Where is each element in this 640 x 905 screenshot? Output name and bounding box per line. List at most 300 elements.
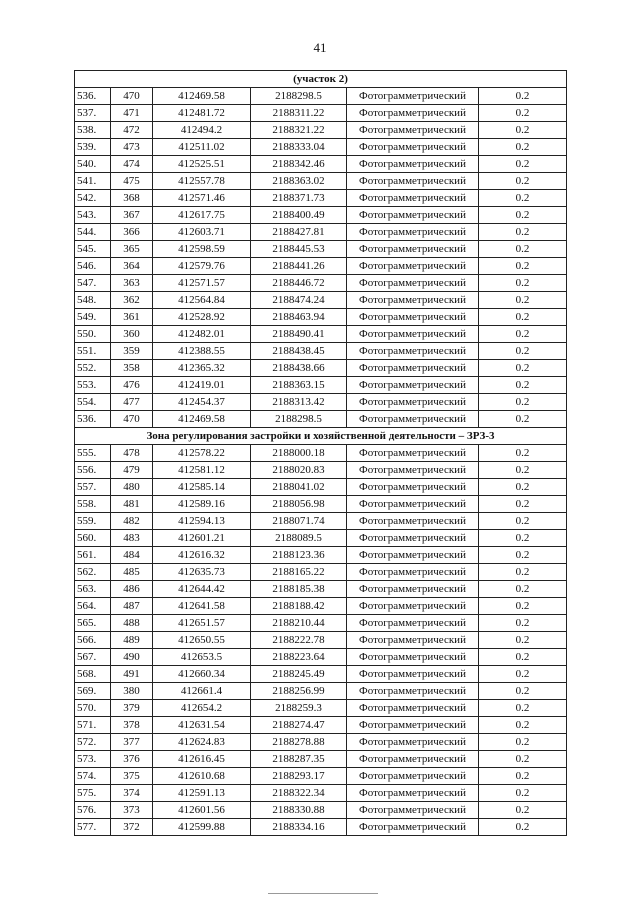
method-cell: Фотограмметрический bbox=[347, 377, 479, 394]
method-cell: Фотограмметрический bbox=[347, 581, 479, 598]
accuracy-cell: 0.2 bbox=[479, 462, 567, 479]
x-coordinate-cell: 412528.92 bbox=[153, 309, 251, 326]
accuracy-cell: 0.2 bbox=[479, 326, 567, 343]
point-number-cell: 366 bbox=[111, 224, 153, 241]
accuracy-cell: 0.2 bbox=[479, 666, 567, 683]
method-cell: Фотограмметрический bbox=[347, 105, 479, 122]
x-coordinate-cell: 412616.32 bbox=[153, 547, 251, 564]
row-number-cell: 557. bbox=[75, 479, 111, 496]
x-coordinate-cell: 412644.42 bbox=[153, 581, 251, 598]
method-cell: Фотограмметрический bbox=[347, 632, 479, 649]
table-row bbox=[75, 683, 567, 700]
table-row bbox=[75, 598, 567, 615]
x-coordinate-cell: 412601.56 bbox=[153, 802, 251, 819]
accuracy-cell: 0.2 bbox=[479, 615, 567, 632]
point-number-cell: 368 bbox=[111, 190, 153, 207]
y-coordinate-cell: 2188089.5 bbox=[251, 530, 347, 547]
method-cell: Фотограмметрический bbox=[347, 241, 479, 258]
row-number-cell: 552. bbox=[75, 360, 111, 377]
y-coordinate-cell: 2188259.3 bbox=[251, 700, 347, 717]
point-number-cell: 361 bbox=[111, 309, 153, 326]
y-coordinate-cell: 2188041.02 bbox=[251, 479, 347, 496]
accuracy-cell: 0.2 bbox=[479, 88, 567, 105]
table-row bbox=[75, 224, 567, 241]
row-number-cell: 547. bbox=[75, 275, 111, 292]
x-coordinate-cell: 412653.5 bbox=[153, 649, 251, 666]
accuracy-cell: 0.2 bbox=[479, 564, 567, 581]
row-number-cell: 570. bbox=[75, 700, 111, 717]
point-number-cell: 358 bbox=[111, 360, 153, 377]
method-cell: Фотограмметрический bbox=[347, 717, 479, 734]
method-cell: Фотограмметрический bbox=[347, 122, 479, 139]
accuracy-cell: 0.2 bbox=[479, 700, 567, 717]
table-row bbox=[75, 258, 567, 275]
y-coordinate-cell: 2188123.36 bbox=[251, 547, 347, 564]
method-cell: Фотограмметрический bbox=[347, 462, 479, 479]
accuracy-cell: 0.2 bbox=[479, 581, 567, 598]
row-number-cell: 543. bbox=[75, 207, 111, 224]
accuracy-cell: 0.2 bbox=[479, 632, 567, 649]
y-coordinate-cell: 2188165.22 bbox=[251, 564, 347, 581]
table-row bbox=[75, 717, 567, 734]
accuracy-cell: 0.2 bbox=[479, 241, 567, 258]
method-cell: Фотограмметрический bbox=[347, 649, 479, 666]
point-number-cell: 359 bbox=[111, 343, 153, 360]
method-cell: Фотограмметрический bbox=[347, 445, 479, 462]
point-number-cell: 471 bbox=[111, 105, 153, 122]
x-coordinate-cell: 412578.22 bbox=[153, 445, 251, 462]
point-number-cell: 372 bbox=[111, 819, 153, 836]
table-row bbox=[75, 751, 567, 768]
accuracy-cell: 0.2 bbox=[479, 292, 567, 309]
x-coordinate-cell: 412482.01 bbox=[153, 326, 251, 343]
method-cell: Фотограмметрический bbox=[347, 309, 479, 326]
point-number-cell: 360 bbox=[111, 326, 153, 343]
point-number-cell: 362 bbox=[111, 292, 153, 309]
y-coordinate-cell: 2188363.02 bbox=[251, 173, 347, 190]
point-number-cell: 485 bbox=[111, 564, 153, 581]
point-number-cell: 375 bbox=[111, 768, 153, 785]
y-coordinate-cell: 2188313.42 bbox=[251, 394, 347, 411]
table-row bbox=[75, 547, 567, 564]
accuracy-cell: 0.2 bbox=[479, 224, 567, 241]
y-coordinate-cell: 2188438.45 bbox=[251, 343, 347, 360]
table-row bbox=[75, 207, 567, 224]
row-number-cell: 546. bbox=[75, 258, 111, 275]
x-coordinate-cell: 412594.13 bbox=[153, 513, 251, 530]
y-coordinate-cell: 2188185.38 bbox=[251, 581, 347, 598]
row-number-cell: 545. bbox=[75, 241, 111, 258]
table-row bbox=[75, 105, 567, 122]
y-coordinate-cell: 2188071.74 bbox=[251, 513, 347, 530]
method-cell: Фотограмметрический bbox=[347, 343, 479, 360]
table-row bbox=[75, 190, 567, 207]
method-cell: Фотограмметрический bbox=[347, 700, 479, 717]
point-number-cell: 484 bbox=[111, 547, 153, 564]
table-row bbox=[75, 360, 567, 377]
accuracy-cell: 0.2 bbox=[479, 479, 567, 496]
y-coordinate-cell: 2188330.88 bbox=[251, 802, 347, 819]
x-coordinate-cell: 412589.16 bbox=[153, 496, 251, 513]
row-number-cell: 542. bbox=[75, 190, 111, 207]
table-row bbox=[75, 496, 567, 513]
y-coordinate-cell: 2188322.34 bbox=[251, 785, 347, 802]
row-number-cell: 567. bbox=[75, 649, 111, 666]
method-cell: Фотограмметрический bbox=[347, 190, 479, 207]
table-row bbox=[75, 309, 567, 326]
method-cell: Фотограмметрический bbox=[347, 479, 479, 496]
y-coordinate-cell: 2188333.04 bbox=[251, 139, 347, 156]
point-number-cell: 478 bbox=[111, 445, 153, 462]
table-row bbox=[75, 173, 567, 190]
y-coordinate-cell: 2188371.73 bbox=[251, 190, 347, 207]
row-number-cell: 548. bbox=[75, 292, 111, 309]
method-cell: Фотограмметрический bbox=[347, 683, 479, 700]
accuracy-cell: 0.2 bbox=[479, 513, 567, 530]
table-row bbox=[75, 768, 567, 785]
accuracy-cell: 0.2 bbox=[479, 598, 567, 615]
row-number-cell: 555. bbox=[75, 445, 111, 462]
point-number-cell: 483 bbox=[111, 530, 153, 547]
row-number-cell: 551. bbox=[75, 343, 111, 360]
y-coordinate-cell: 2188245.49 bbox=[251, 666, 347, 683]
method-cell: Фотограмметрический bbox=[347, 411, 479, 428]
method-cell: Фотограмметрический bbox=[347, 734, 479, 751]
y-coordinate-cell: 2188278.88 bbox=[251, 734, 347, 751]
y-coordinate-cell: 2188256.99 bbox=[251, 683, 347, 700]
x-coordinate-cell: 412579.76 bbox=[153, 258, 251, 275]
method-cell: Фотограмметрический bbox=[347, 768, 479, 785]
x-coordinate-cell: 412581.12 bbox=[153, 462, 251, 479]
table-row bbox=[75, 785, 567, 802]
method-cell: Фотограмметрический bbox=[347, 513, 479, 530]
y-coordinate-cell: 2188188.42 bbox=[251, 598, 347, 615]
point-number-cell: 377 bbox=[111, 734, 153, 751]
accuracy-cell: 0.2 bbox=[479, 258, 567, 275]
y-coordinate-cell: 2188363.15 bbox=[251, 377, 347, 394]
point-number-cell: 472 bbox=[111, 122, 153, 139]
accuracy-cell: 0.2 bbox=[479, 649, 567, 666]
x-coordinate-cell: 412641.58 bbox=[153, 598, 251, 615]
point-number-cell: 374 bbox=[111, 785, 153, 802]
row-number-cell: 574. bbox=[75, 768, 111, 785]
row-number-cell: 562. bbox=[75, 564, 111, 581]
x-coordinate-cell: 412388.55 bbox=[153, 343, 251, 360]
x-coordinate-cell: 412631.54 bbox=[153, 717, 251, 734]
accuracy-cell: 0.2 bbox=[479, 343, 567, 360]
x-coordinate-cell: 412419.01 bbox=[153, 377, 251, 394]
row-number-cell: 566. bbox=[75, 632, 111, 649]
row-number-cell: 537. bbox=[75, 105, 111, 122]
method-cell: Фотограмметрический bbox=[347, 615, 479, 632]
section-header-row bbox=[75, 428, 567, 445]
row-number-cell: 556. bbox=[75, 462, 111, 479]
point-number-cell: 489 bbox=[111, 632, 153, 649]
table-row bbox=[75, 649, 567, 666]
point-number-cell: 365 bbox=[111, 241, 153, 258]
x-coordinate-cell: 412598.59 bbox=[153, 241, 251, 258]
x-coordinate-cell: 412599.88 bbox=[153, 819, 251, 836]
y-coordinate-cell: 2188223.64 bbox=[251, 649, 347, 666]
row-number-cell: 561. bbox=[75, 547, 111, 564]
method-cell: Фотограмметрический bbox=[347, 547, 479, 564]
x-coordinate-cell: 412601.21 bbox=[153, 530, 251, 547]
y-coordinate-cell: 2188463.94 bbox=[251, 309, 347, 326]
point-number-cell: 482 bbox=[111, 513, 153, 530]
accuracy-cell: 0.2 bbox=[479, 445, 567, 462]
accuracy-cell: 0.2 bbox=[479, 530, 567, 547]
y-coordinate-cell: 2188445.53 bbox=[251, 241, 347, 258]
y-coordinate-cell: 2188000.18 bbox=[251, 445, 347, 462]
accuracy-cell: 0.2 bbox=[479, 411, 567, 428]
x-coordinate-cell: 412591.13 bbox=[153, 785, 251, 802]
point-number-cell: 490 bbox=[111, 649, 153, 666]
row-number-cell: 554. bbox=[75, 394, 111, 411]
y-coordinate-cell: 2188298.5 bbox=[251, 88, 347, 105]
accuracy-cell: 0.2 bbox=[479, 207, 567, 224]
method-cell: Фотограмметрический bbox=[347, 496, 479, 513]
method-cell: Фотограмметрический bbox=[347, 666, 479, 683]
accuracy-cell: 0.2 bbox=[479, 377, 567, 394]
method-cell: Фотограмметрический bbox=[347, 751, 479, 768]
table-row bbox=[75, 292, 567, 309]
table-row bbox=[75, 734, 567, 751]
table-row bbox=[75, 615, 567, 632]
table-row bbox=[75, 241, 567, 258]
table-row bbox=[75, 479, 567, 496]
x-coordinate-cell: 412454.37 bbox=[153, 394, 251, 411]
row-number-cell: 544. bbox=[75, 224, 111, 241]
row-number-cell: 565. bbox=[75, 615, 111, 632]
x-coordinate-cell: 412610.68 bbox=[153, 768, 251, 785]
y-coordinate-cell: 2188334.16 bbox=[251, 819, 347, 836]
table-row bbox=[75, 122, 567, 139]
x-coordinate-cell: 412494.2 bbox=[153, 122, 251, 139]
table-row bbox=[75, 700, 567, 717]
row-number-cell: 575. bbox=[75, 785, 111, 802]
y-coordinate-cell: 2188056.98 bbox=[251, 496, 347, 513]
x-coordinate-cell: 412469.58 bbox=[153, 88, 251, 105]
point-number-cell: 477 bbox=[111, 394, 153, 411]
row-number-cell: 572. bbox=[75, 734, 111, 751]
method-cell: Фотограмметрический bbox=[347, 394, 479, 411]
accuracy-cell: 0.2 bbox=[479, 360, 567, 377]
accuracy-cell: 0.2 bbox=[479, 394, 567, 411]
accuracy-cell: 0.2 bbox=[479, 156, 567, 173]
x-coordinate-cell: 412571.46 bbox=[153, 190, 251, 207]
table-row bbox=[75, 394, 567, 411]
accuracy-cell: 0.2 bbox=[479, 105, 567, 122]
table-row bbox=[75, 326, 567, 343]
row-number-cell: 571. bbox=[75, 717, 111, 734]
coordinates-table bbox=[74, 70, 567, 836]
point-number-cell: 474 bbox=[111, 156, 153, 173]
row-number-cell: 569. bbox=[75, 683, 111, 700]
method-cell: Фотограмметрический bbox=[347, 802, 479, 819]
row-number-cell: 563. bbox=[75, 581, 111, 598]
row-number-cell: 536. bbox=[75, 411, 111, 428]
y-coordinate-cell: 2188020.83 bbox=[251, 462, 347, 479]
accuracy-cell: 0.2 bbox=[479, 496, 567, 513]
section-title: (участок 2) bbox=[75, 71, 567, 88]
x-coordinate-cell: 412624.83 bbox=[153, 734, 251, 751]
section-title: Зона регулирования застройки и хозяйственной деятельности – ЗРЗ-3 bbox=[75, 428, 567, 445]
x-coordinate-cell: 412564.84 bbox=[153, 292, 251, 309]
accuracy-cell: 0.2 bbox=[479, 683, 567, 700]
row-number-cell: 560. bbox=[75, 530, 111, 547]
x-coordinate-cell: 412651.57 bbox=[153, 615, 251, 632]
x-coordinate-cell: 412616.45 bbox=[153, 751, 251, 768]
point-number-cell: 380 bbox=[111, 683, 153, 700]
y-coordinate-cell: 2188298.5 bbox=[251, 411, 347, 428]
footer-rule bbox=[268, 893, 378, 894]
accuracy-cell: 0.2 bbox=[479, 139, 567, 156]
method-cell: Фотограмметрический bbox=[347, 530, 479, 547]
accuracy-cell: 0.2 bbox=[479, 785, 567, 802]
y-coordinate-cell: 2188321.22 bbox=[251, 122, 347, 139]
method-cell: Фотограмметрический bbox=[347, 139, 479, 156]
point-number-cell: 363 bbox=[111, 275, 153, 292]
point-number-cell: 373 bbox=[111, 802, 153, 819]
method-cell: Фотограмметрический bbox=[347, 224, 479, 241]
point-number-cell: 378 bbox=[111, 717, 153, 734]
table-row bbox=[75, 88, 567, 105]
row-number-cell: 577. bbox=[75, 819, 111, 836]
point-number-cell: 379 bbox=[111, 700, 153, 717]
method-cell: Фотограмметрический bbox=[347, 819, 479, 836]
y-coordinate-cell: 2188274.47 bbox=[251, 717, 347, 734]
point-number-cell: 487 bbox=[111, 598, 153, 615]
accuracy-cell: 0.2 bbox=[479, 275, 567, 292]
method-cell: Фотограмметрический bbox=[347, 564, 479, 581]
table-row bbox=[75, 377, 567, 394]
table-row bbox=[75, 802, 567, 819]
accuracy-cell: 0.2 bbox=[479, 122, 567, 139]
table-row bbox=[75, 462, 567, 479]
x-coordinate-cell: 412525.51 bbox=[153, 156, 251, 173]
accuracy-cell: 0.2 bbox=[479, 768, 567, 785]
row-number-cell: 559. bbox=[75, 513, 111, 530]
point-number-cell: 479 bbox=[111, 462, 153, 479]
x-coordinate-cell: 412635.73 bbox=[153, 564, 251, 581]
row-number-cell: 568. bbox=[75, 666, 111, 683]
row-number-cell: 573. bbox=[75, 751, 111, 768]
accuracy-cell: 0.2 bbox=[479, 734, 567, 751]
point-number-cell: 481 bbox=[111, 496, 153, 513]
y-coordinate-cell: 2188210.44 bbox=[251, 615, 347, 632]
method-cell: Фотограмметрический bbox=[347, 156, 479, 173]
accuracy-cell: 0.2 bbox=[479, 751, 567, 768]
y-coordinate-cell: 2188474.24 bbox=[251, 292, 347, 309]
table-row bbox=[75, 564, 567, 581]
table-row bbox=[75, 666, 567, 683]
method-cell: Фотограмметрический bbox=[347, 275, 479, 292]
table-row bbox=[75, 819, 567, 836]
row-number-cell: 538. bbox=[75, 122, 111, 139]
y-coordinate-cell: 2188400.49 bbox=[251, 207, 347, 224]
x-coordinate-cell: 412481.72 bbox=[153, 105, 251, 122]
x-coordinate-cell: 412660.34 bbox=[153, 666, 251, 683]
x-coordinate-cell: 412557.78 bbox=[153, 173, 251, 190]
table-row bbox=[75, 343, 567, 360]
page-number: 41 bbox=[313, 40, 327, 55]
row-number-cell: 539. bbox=[75, 139, 111, 156]
point-number-cell: 486 bbox=[111, 581, 153, 598]
method-cell: Фотограмметрический bbox=[347, 88, 479, 105]
method-cell: Фотограмметрический bbox=[347, 207, 479, 224]
method-cell: Фотограмметрический bbox=[347, 258, 479, 275]
table-row bbox=[75, 275, 567, 292]
accuracy-cell: 0.2 bbox=[479, 717, 567, 734]
method-cell: Фотограмметрический bbox=[347, 326, 479, 343]
table-row bbox=[75, 530, 567, 547]
y-coordinate-cell: 2188311.22 bbox=[251, 105, 347, 122]
point-number-cell: 470 bbox=[111, 88, 153, 105]
method-cell: Фотограмметрический bbox=[347, 292, 479, 309]
table-row bbox=[75, 632, 567, 649]
table-row bbox=[75, 139, 567, 156]
accuracy-cell: 0.2 bbox=[479, 173, 567, 190]
x-coordinate-cell: 412650.55 bbox=[153, 632, 251, 649]
x-coordinate-cell: 412617.75 bbox=[153, 207, 251, 224]
point-number-cell: 473 bbox=[111, 139, 153, 156]
point-number-cell: 491 bbox=[111, 666, 153, 683]
x-coordinate-cell: 412511.02 bbox=[153, 139, 251, 156]
y-coordinate-cell: 2188427.81 bbox=[251, 224, 347, 241]
x-coordinate-cell: 412571.57 bbox=[153, 275, 251, 292]
y-coordinate-cell: 2188441.26 bbox=[251, 258, 347, 275]
point-number-cell: 488 bbox=[111, 615, 153, 632]
point-number-cell: 470 bbox=[111, 411, 153, 428]
row-number-cell: 553. bbox=[75, 377, 111, 394]
method-cell: Фотограмметрический bbox=[347, 598, 479, 615]
accuracy-cell: 0.2 bbox=[479, 547, 567, 564]
point-number-cell: 364 bbox=[111, 258, 153, 275]
point-number-cell: 475 bbox=[111, 173, 153, 190]
section-header-row bbox=[75, 71, 567, 88]
method-cell: Фотограмметрический bbox=[347, 173, 479, 190]
y-coordinate-cell: 2188222.78 bbox=[251, 632, 347, 649]
accuracy-cell: 0.2 bbox=[479, 819, 567, 836]
table-row bbox=[75, 156, 567, 173]
x-coordinate-cell: 412469.58 bbox=[153, 411, 251, 428]
table-row bbox=[75, 513, 567, 530]
row-number-cell: 550. bbox=[75, 326, 111, 343]
row-number-cell: 576. bbox=[75, 802, 111, 819]
row-number-cell: 536. bbox=[75, 88, 111, 105]
table-row bbox=[75, 581, 567, 598]
x-coordinate-cell: 412661.4 bbox=[153, 683, 251, 700]
accuracy-cell: 0.2 bbox=[479, 190, 567, 207]
y-coordinate-cell: 2188490.41 bbox=[251, 326, 347, 343]
point-number-cell: 480 bbox=[111, 479, 153, 496]
x-coordinate-cell: 412585.14 bbox=[153, 479, 251, 496]
accuracy-cell: 0.2 bbox=[479, 802, 567, 819]
accuracy-cell: 0.2 bbox=[479, 309, 567, 326]
y-coordinate-cell: 2188446.72 bbox=[251, 275, 347, 292]
table-row bbox=[75, 411, 567, 428]
method-cell: Фотограмметрический bbox=[347, 360, 479, 377]
row-number-cell: 540. bbox=[75, 156, 111, 173]
point-number-cell: 376 bbox=[111, 751, 153, 768]
point-number-cell: 476 bbox=[111, 377, 153, 394]
table-row bbox=[75, 445, 567, 462]
y-coordinate-cell: 2188342.46 bbox=[251, 156, 347, 173]
row-number-cell: 564. bbox=[75, 598, 111, 615]
x-coordinate-cell: 412654.2 bbox=[153, 700, 251, 717]
y-coordinate-cell: 2188287.35 bbox=[251, 751, 347, 768]
x-coordinate-cell: 412365.32 bbox=[153, 360, 251, 377]
